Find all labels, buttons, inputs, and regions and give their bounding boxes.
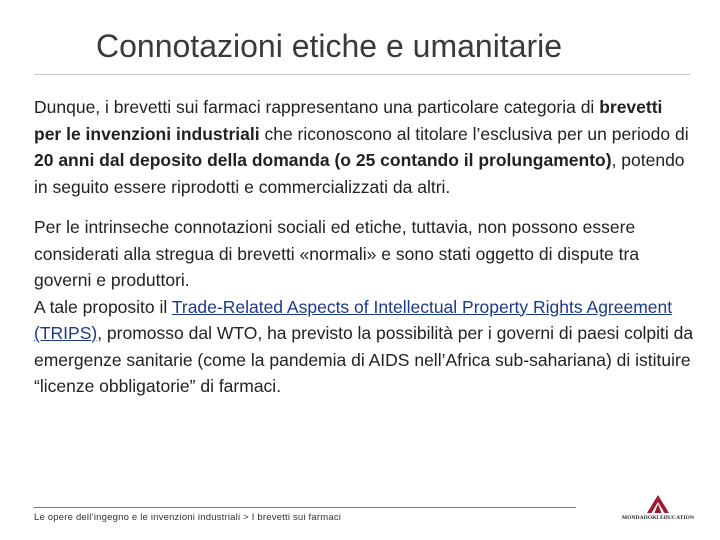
paragraph-text: Dunque, i brevetti sui farmaci rappresentano una particolare categoria di	[34, 97, 600, 117]
logo-wordmark: MONDADORI EDUCATION	[621, 515, 695, 521]
trips-link[interactable]: Trade-Related Aspects of Intellectual Property Rights Agreement (TRIPS)	[34, 296, 673, 343]
bold-phrase: brevetti per le invenzioni industriali	[34, 97, 663, 144]
paragraph-text: , potendo in seguito essere riprodotti e commercializzati da altri.	[34, 150, 685, 197]
paragraph-text: A tale proposito il	[34, 296, 172, 317]
title-divider	[34, 74, 690, 75]
paragraph-text: , promosso dal WTO, ha previsto la possibilità per i governi di paesi colpiti da emergenze sanitarie (come la pandemia di AIDS nell’Africa sub-sahariana) di istituire “licenze obbligatorie” di farmaci.	[34, 323, 694, 396]
paragraph-trips	[34, 294, 694, 400]
slide-body	[34, 94, 694, 400]
paragraph-ethics: Per le intrinseche connotazioni sociali ed etiche, tuttavia, non possono essere considerati alla stregua di brevetti «normali» e sono stati oggetto di dispute tra governi e produttori.	[34, 217, 640, 290]
publisher-logo	[612, 494, 704, 528]
paragraph-patents	[34, 94, 694, 200]
slide-title: Connotazioni etiche e umanitarie	[96, 28, 563, 64]
bold-phrase: 20 anni dal deposito della domanda (o 25 contando il prolungamento)	[34, 150, 612, 170]
footer-divider	[34, 507, 576, 508]
mondadori-logo-icon	[646, 494, 670, 514]
footer-breadcrumb: Le opere dell’ingegno e le invenzioni industriali > I brevetti sui farmaci	[34, 512, 342, 523]
paragraph-text: che riconoscono al titolare l’esclusiva per un periodo di	[259, 123, 689, 144]
